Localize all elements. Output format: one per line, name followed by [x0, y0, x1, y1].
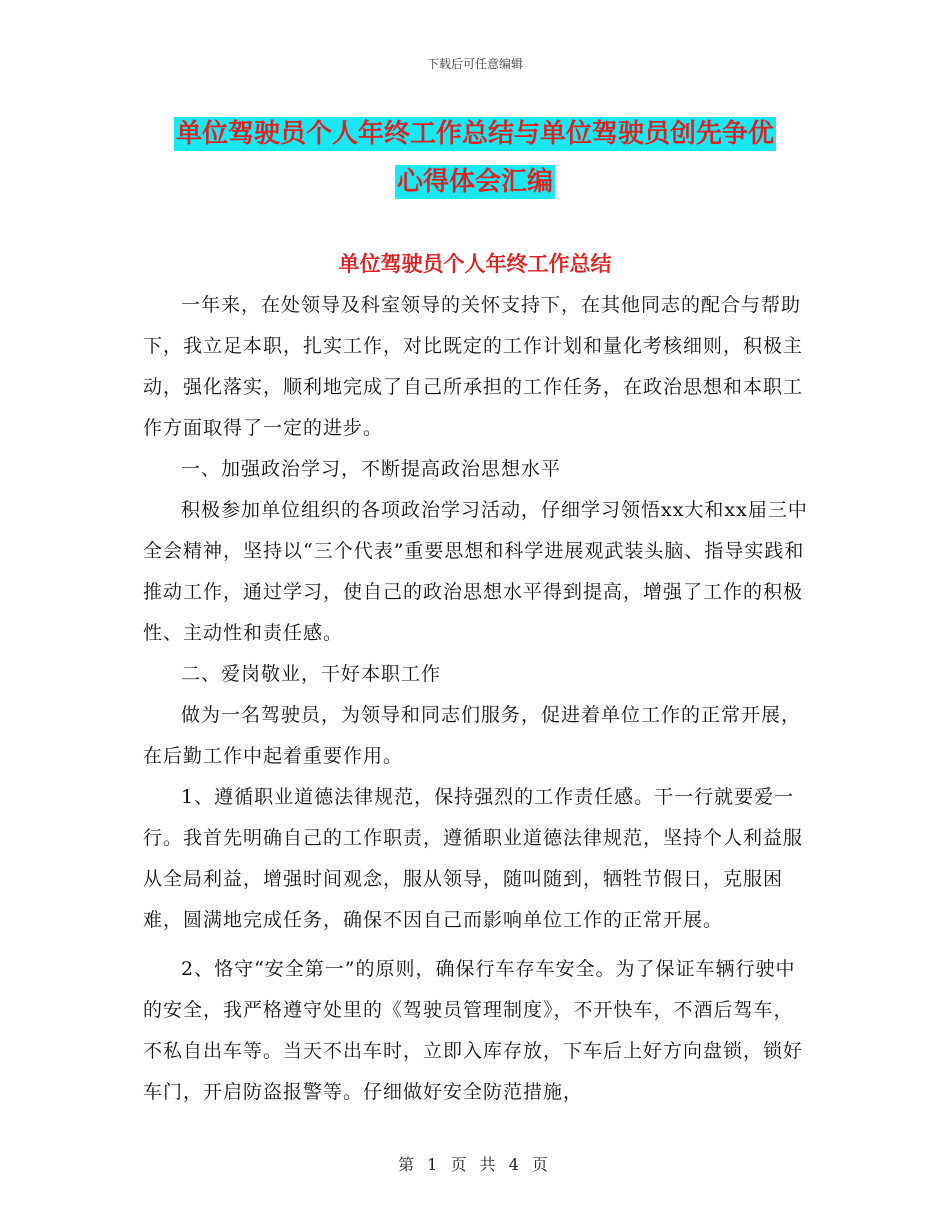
paragraph-heading: 二、爱岗敬业，干好本职工作 — [181, 663, 442, 685]
paragraph: 做为一名驾驶员，为领导和同志们服务，促进着单位工作的正常开展，在后勤工作中起着重要作用。 — [143, 704, 802, 767]
document-title-line-2: 心得体会汇编 — [396, 167, 553, 197]
paragraph: 积极参加单位组织的各项政治学习活动，仔细学习领悟xx大和xx届三中全会精神，坚持以“三个代表”重要思想和科学进展观武装头脑、指导实践和推动工作，通过学习，使自己的政治思想水平得到提高，增强了工作的积极性、主动性和责任感。 — [143, 499, 808, 644]
document-title — [0, 110, 950, 206]
paragraph-heading: 一、加强政治学习，不断提高政治思想水平 — [181, 458, 562, 480]
section-title: 单位驾驶员个人年终工作总结 — [338, 252, 612, 276]
paragraph: 2、恪守“安全第一”的原则，确保行车存车安全。为了保证车辆行驶中的安全，我严格遵守处里的《驾驶员管理制度》，不开快车，不酒后驾车，不私自出车等。当天不出车时，立即入库存放，下车后上好方向盘锁，锁好车门，开启防盗报警等。仔细做好安全防范措施， — [143, 958, 804, 1103]
paragraph: 1、遵循职业道德法律规范，保持强烈的工作责任感。干一行就要爱一行。我首先明确自己的工作职责，遵循职业道德法律规范，坚持个人利益服从全局利益，增强时间观念，服从领导，随叫随到，牺牲节假日，克服困难，圆满地完成任务，确保不因自己而影响单位工作的正常开展。 — [143, 786, 804, 931]
document-title-line-1: 单位驾驶员个人年终工作总结与单位驾驶员创先争优 — [175, 119, 774, 149]
body-text — [143, 285, 813, 1113]
header-note: 下载后可任意编辑 — [426, 57, 523, 71]
paragraph: 一年来，在处领导及科室领导的关怀支持下，在其他同志的配合与帮助下，我立足本职，扎实工作，对比既定的工作计划和量化考核细则，积极主动，强化落实，顺利地完成了自己所承担的工作任务，在政治思想和本职工作方面取得了一定的进步。 — [143, 294, 804, 439]
page-footer: 第 1 页 共 4 页 — [398, 1155, 552, 1174]
